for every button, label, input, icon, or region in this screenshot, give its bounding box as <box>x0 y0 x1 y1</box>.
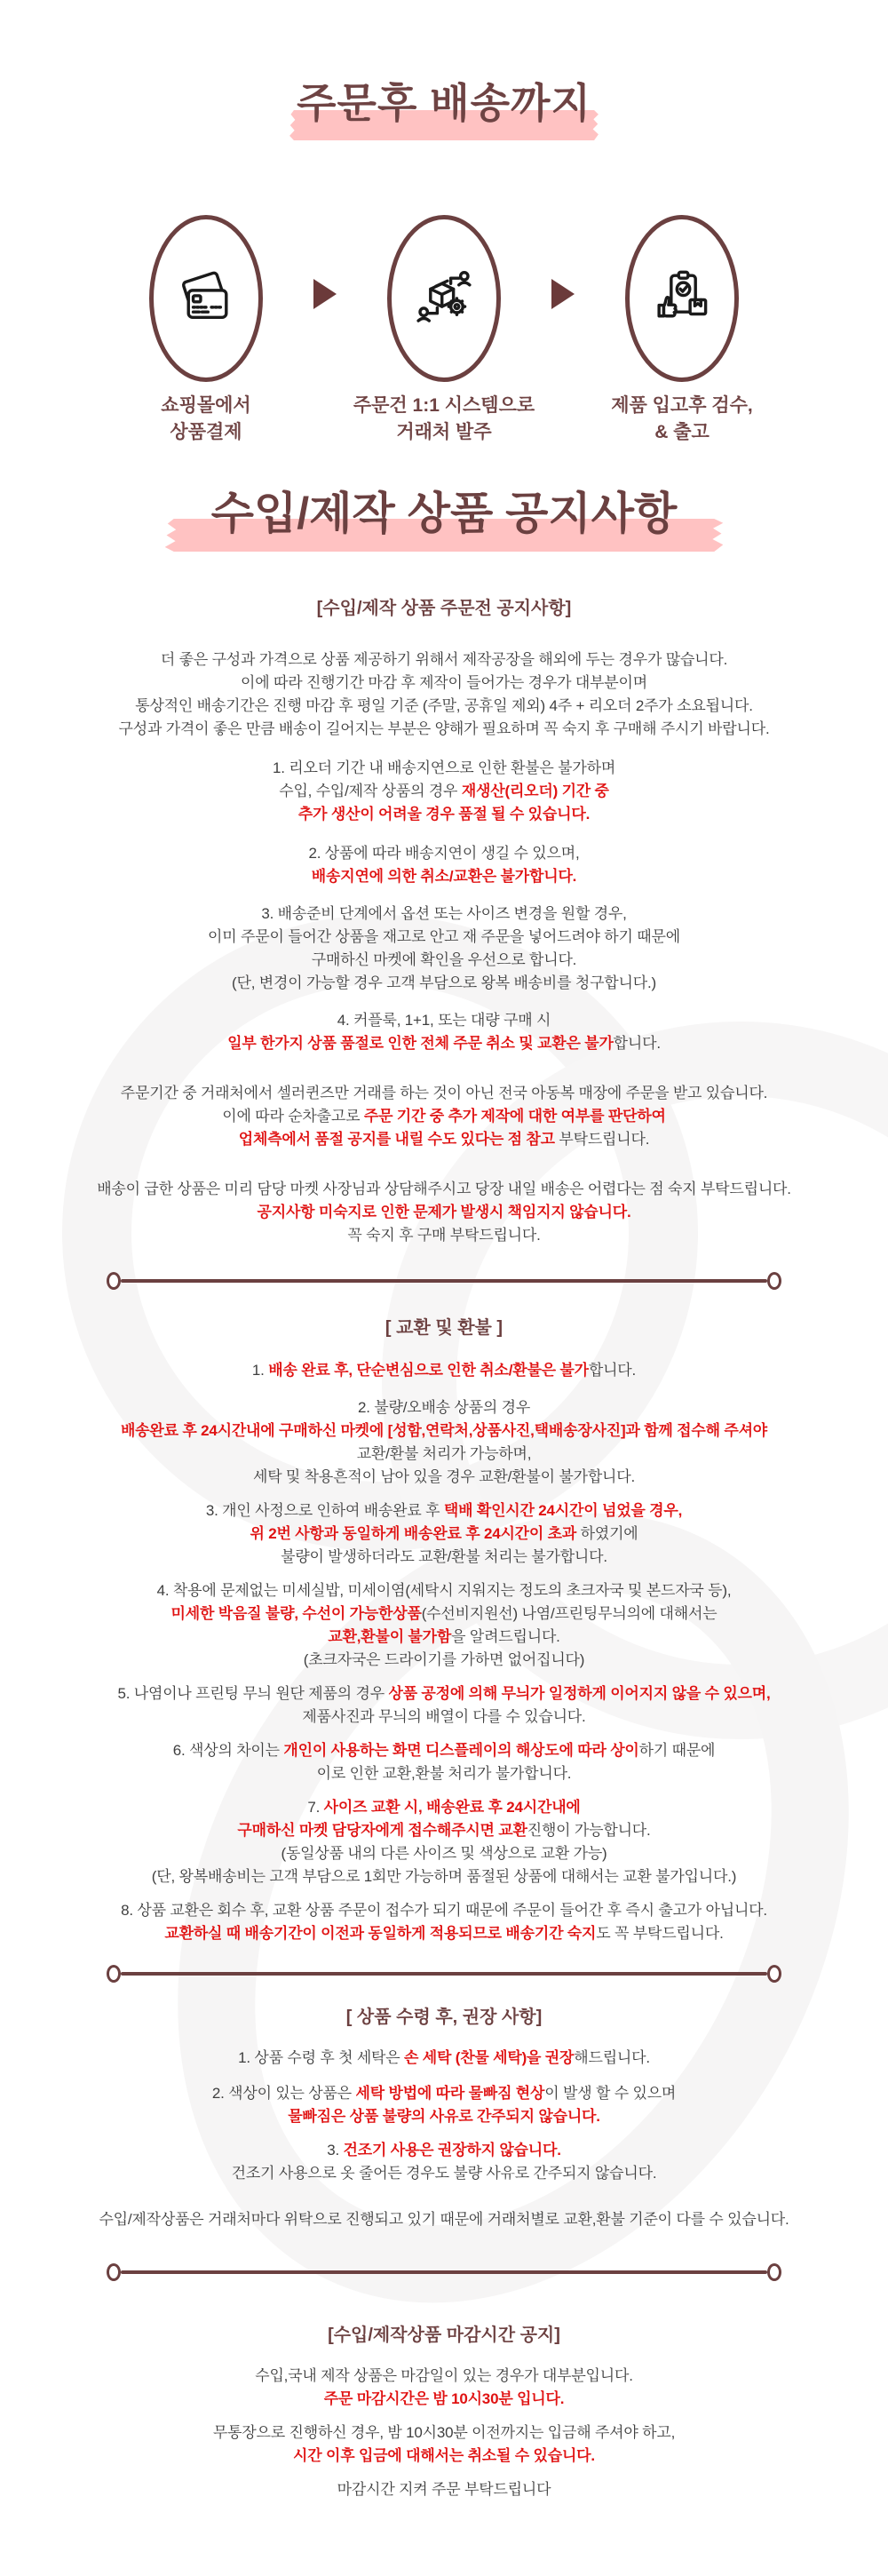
text-line: 위 2번 사항과 동일하게 배송완료 후 24시간이 초과 하였기에 <box>250 1525 638 1542</box>
paragraph <box>9 2421 879 2468</box>
text-line: 교환/환불 처리가 가능하며, <box>356 1445 532 1462</box>
text-line: 8. 상품 교환은 회수 후, 교환 상품 주문이 접수가 되기 때문에 주문이 들어간 후 즉시 출고가 아닙니다. <box>121 1902 767 1919</box>
text-line: 구매하신 마켓 담당자에게 접수해주시면 교환진행이 가능합니다. <box>237 1822 651 1839</box>
paragraph <box>9 757 879 826</box>
divider-endpoint <box>107 1965 121 1983</box>
text-line: 무통장으로 진행하신 경우, 밤 10시30분 이전까지는 입금해 주셔야 하고, <box>212 2424 676 2441</box>
text-line: (동일상품 내의 다른 사이즈 및 색상으로 교환 가능) <box>281 1845 607 1862</box>
step-caption <box>611 393 753 446</box>
process-step-inspection <box>580 215 784 446</box>
text-line: 5. 나염이나 프린팅 무늬 원단 제품의 경우 상품 공정에 의해 무늬가 일정하게 이어지지 않을 수 있으며, <box>117 1685 771 1702</box>
text-line: 4. 착용에 문제없는 미세실밥, 미세이염(세탁시 지워지는 정도의 초크자국 및 본드자국 등), <box>156 1582 732 1599</box>
paragraph <box>9 902 879 995</box>
paragraph <box>9 1796 879 1888</box>
step-circle <box>387 215 501 382</box>
notice-title-section <box>0 489 888 538</box>
section-divider <box>107 2265 781 2279</box>
section-divider <box>107 1967 781 1981</box>
text-line: (단, 왕복배송비는 고객 부담으로 1회만 가능하며 품절된 상품에 대해서는 교환 불가입니다.) <box>151 1868 737 1885</box>
text-line: 이에 따라 순차출고로 주문 기간 중 추가 제작에 대한 여부를 판단하여 <box>222 1108 666 1125</box>
text-line: 주문 마감시간은 밤 10시30분 입니다. <box>323 2390 565 2407</box>
text-line: 구성과 가격이 좋은 만큼 배송이 길어지는 부분은 양해가 필요하며 꼭 숙지 후 구매해 주시기 바랍니다. <box>118 720 770 737</box>
paragraph <box>9 2478 879 2501</box>
text-line: 제품사진과 무늬의 배열이 다를 수 있습니다. <box>302 1708 586 1725</box>
text-line: 꼭 숙지 후 구매 부탁드립니다. <box>347 1227 541 1244</box>
page-title: 주문후 배송까지 <box>297 80 591 126</box>
text-line: 업체측에서 품절 공지를 내릴 수도 있다는 점 참고 부탁드립니다. <box>238 1131 650 1148</box>
text-line: 3. 건조기 사용은 권장하지 않습니다. <box>327 2142 561 2159</box>
text-line: 7. 사이즈 교환 시, 배송완료 후 24시간내에 <box>307 1799 581 1816</box>
divider-line <box>121 2270 767 2274</box>
text-line: 교환하실 때 배송기간이 이전과 동일하게 적용되므로 배송기간 숙지도 꼭 부탁드립니다. <box>164 1925 724 1942</box>
paragraph <box>9 2208 879 2231</box>
text-line: 구매하신 마켓에 확인을 우선으로 합니다. <box>311 951 577 968</box>
paragraph <box>9 1396 879 1489</box>
text-line: 수입,국내 제작 상품은 마감일이 있는 경우가 대부분입니다. <box>255 2367 633 2384</box>
text-line: 통상적인 배송기간은 진행 마감 후 평일 기준 (주말, 공휴일 제외) 4주 + 리오더 2주가 소요됩니다. <box>135 697 753 714</box>
text-line: 이에 따라 진행기간 마감 후 제작이 들어가는 경우가 대부분이며 <box>241 674 647 691</box>
text-line: (단, 변경이 가능할 경우 고객 부담으로 왕복 배송비를 청구합니다.) <box>232 974 656 991</box>
text-line: 이미 주문이 들어간 상품을 재고로 안고 재 주문을 넣어드려야 하기 때문에 <box>208 928 680 945</box>
credit-card-icon <box>172 265 240 332</box>
text-line: 교환,환불이 불가함을 알려드립니다. <box>328 1628 560 1645</box>
step-caption-line: 거래처 발주 <box>396 422 492 442</box>
section-divider <box>107 1274 781 1288</box>
step-caption-line: 주문건 1:1 시스템으로 <box>353 395 535 416</box>
text-line: 불량이 발생하더라도 교환/환불 처리는 불가합니다. <box>281 1548 607 1565</box>
text-line: 배송지연에 의한 취소/교환은 불가합니다. <box>311 868 577 885</box>
text-line: 세탁 및 착용흔적이 남아 있을 경우 교환/환불이 불가합니다. <box>252 1468 636 1485</box>
paragraph <box>9 648 879 741</box>
text-line: 6. 색상의 차이는 개인이 사용하는 화면 디스플레이의 해상도에 따라 상이하기 때문에 <box>172 1742 716 1759</box>
text-line: 1. 상품 수령 후 첫 세탁은 손 세탁 (찬물 세탁)을 권장해드립니다. <box>238 2049 650 2066</box>
delivery-process-row <box>0 215 888 446</box>
text-line: 건조기 사용으로 옷 줄어든 경우도 불량 사유로 간주되지 않습니다. <box>231 2165 657 2182</box>
divider-endpoint <box>107 2263 121 2281</box>
text-line: 1. 배송 완료 후, 단순변심으로 인한 취소/환불은 불가합니다. <box>251 1362 637 1379</box>
text-line: 배송완료 후 24시간내에 구매하신 마켓에 [성함,연락처,상품사진,택배송장사진]과 함께 접수해 주셔야 <box>120 1422 768 1439</box>
step-caption-line: 제품 입고후 검수, <box>611 395 753 416</box>
step-caption <box>353 393 535 446</box>
section-heading: [수입/제작상품 마감시간 공지] <box>328 2326 560 2345</box>
text-line: 1. 리오더 기간 내 배송지연으로 인한 환불은 불가하며 <box>272 759 616 776</box>
text-line: 수입, 수입/제작 상품의 경우 재생산(리오더) 기간 중 <box>279 783 609 799</box>
paragraph <box>9 1359 879 1382</box>
step-caption <box>161 393 250 446</box>
step-circle <box>149 215 263 382</box>
text-line: 2. 색상이 있는 상품은 세탁 방법에 따라 물빠짐 현상이 발생 할 수 있으며 <box>211 2085 677 2102</box>
arrow-right-icon <box>313 279 337 309</box>
step-caption-line: 쇼핑몰에서 <box>161 395 251 416</box>
paragraph <box>9 1499 879 1569</box>
divider-endpoint <box>767 1965 781 1983</box>
notice-title: 수입/제작 상품 공지사항 <box>210 489 678 538</box>
order-system-icon <box>410 265 478 332</box>
step-caption-line: & 출고 <box>654 422 710 442</box>
header-section <box>0 0 888 126</box>
product-inspection-icon <box>648 265 716 332</box>
paragraph <box>9 1082 879 1151</box>
text-line: 2. 불량/오배송 상품의 경우 <box>357 1399 531 1416</box>
paragraph <box>9 2365 879 2411</box>
text-line: 배송이 급한 상품은 미리 담당 마켓 사장님과 상담해주시고 당장 내일 배송은 어렵다는 점 숙지 부탁드립니다. <box>97 1181 791 1197</box>
paragraph <box>9 842 879 888</box>
divider-endpoint <box>767 2263 781 2281</box>
notice-body <box>9 597 879 2572</box>
text-line: (초크자국은 드라이기를 가하면 없어집니다) <box>303 1651 585 1668</box>
text-line: 3. 배송준비 단계에서 옵션 또는 사이즈 변경을 원할 경우, <box>261 905 627 922</box>
text-line: 시간 이후 입금에 대해서는 취소될 수 있습니다. <box>293 2447 595 2464</box>
text-line: 일부 한가지 상품 품절로 인한 전체 주문 취소 및 교환은 불가합니다. <box>227 1035 661 1052</box>
paragraph <box>9 1739 879 1785</box>
paragraph <box>9 1899 879 1945</box>
paragraph <box>9 1009 879 1055</box>
paragraph <box>9 1579 879 1672</box>
paragraph <box>9 1682 879 1729</box>
divider-endpoint <box>767 1272 781 1290</box>
text-line: 주문기간 중 거래처에서 셀러퀸즈만 거래를 하는 것이 아닌 전국 아동복 매장에 주문을 받고 있습니다. <box>120 1085 768 1101</box>
text-line: 3. 개인 사정으로 인하여 배송완료 후 택배 확인시간 24시간이 넘었을 경우, <box>205 1502 683 1519</box>
process-step-payment <box>104 215 308 446</box>
divider-line <box>121 1279 767 1283</box>
section-heading: [ 상품 수령 후, 권장 사항] <box>345 2008 543 2027</box>
paragraph <box>9 1178 879 1247</box>
text-line: 수입/제작상품은 거래처마다 위탁으로 진행되고 있기 때문에 거래처별로 교환,환불 기준이 다를 수 있습니다. <box>99 2211 789 2228</box>
section-heading: [수입/제작 상품 주문전 공지사항] <box>316 599 572 618</box>
step-caption-line: 상품결제 <box>170 422 242 442</box>
section-heading: [ 교환 및 환불 ] <box>385 1318 503 1338</box>
divider-endpoint <box>107 1272 121 1290</box>
text-line: 이로 인한 교환,환불 처리가 불가합니다. <box>316 1765 572 1782</box>
divider-line <box>121 1972 767 1976</box>
paragraph <box>9 2047 879 2070</box>
paragraph <box>9 2139 879 2185</box>
text-line: 더 좋은 구성과 가격으로 상품 제공하기 위해서 제작공장을 해외에 두는 경우가 많습니다. <box>160 651 728 668</box>
process-step-order-system <box>342 215 546 446</box>
text-line: 2. 상품에 따라 배송지연이 생길 수 있으며, <box>308 845 580 862</box>
text-line: 공지사항 미숙지로 인한 문제가 발생시 책임지지 않습니다. <box>257 1204 631 1220</box>
step-circle <box>625 215 739 382</box>
arrow-right-icon <box>551 279 575 309</box>
text-line: 물빠짐은 상품 불량의 사유로 간주되지 않습니다. <box>288 2108 600 2125</box>
paragraph <box>9 2082 879 2128</box>
text-line: 4. 커플룩, 1+1, 또는 대량 구매 시 <box>337 1012 551 1029</box>
text-line: 마감시간 지켜 주문 부탁드립니다 <box>337 2481 551 2498</box>
text-line: 추가 생산이 어려울 경우 품절 될 수 있습니다. <box>297 806 591 823</box>
text-line: 미세한 박음질 불량, 수선이 가능한상품(수선비지원선) 나염/프린팅무늬의에 대해서는 <box>170 1605 718 1622</box>
